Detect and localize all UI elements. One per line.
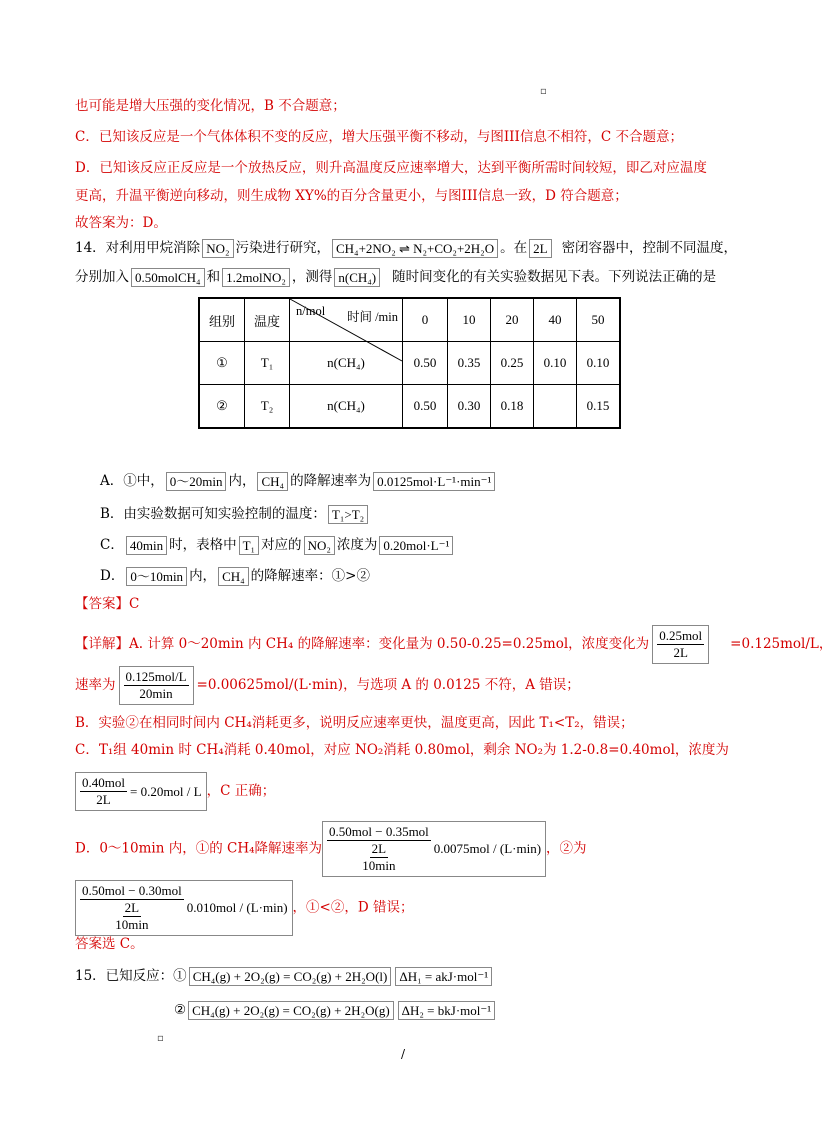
detail-a-line2: 速率为 $\frac{\text{0.125mol/L}}{20\min}$ =0.00625mol/(L·min)，与选项 A 的 0.0125 不符，A 错误； (75, 666, 580, 705)
reaction-equation: CH₄(g) + 2O₂(g) = CO₂(g) + 2H₂O(g) (188, 1001, 394, 1020)
option-b: B．由实验数据可知实验控制的温度： T₁>T₂ (100, 504, 370, 524)
question-15-line1: 15．已知反应：① CH₄(g) + 2O₂(g) = CO₂(g) + 2H₂O(l) ΔH₁ = akJ·mol⁻¹ (75, 966, 494, 986)
text-line: C．已知该反应是一个气体体积不变的反应，增大压强平衡不移动，与图III信息不相符，C 不合题意； (75, 129, 683, 145)
text-line: 更高，升温平衡逆向移动，则生成物 XY%的百分含量更小，与图III信息一致，D 符合题意； (75, 188, 628, 204)
question-14-line2: 分别加入 0.50molCH₄ 和 1.2molNO₂ ，测得 n(CH₄) 随时间变化的有关实验数据见下表。下列说法正确的是 (75, 269, 717, 285)
reaction-equation: CH₄(g) + 2O₂(g) = CO₂(g) + 2H₂O(l) (189, 967, 392, 986)
formula-box: CH₄ (218, 567, 249, 586)
table-cell: 0.50 (403, 342, 448, 385)
detail-c-line1: C．T₁组 40min 时 CH₄消耗 0.40mol，对应 NO₂消耗 0.80mol，剩余 NO₂为 1.2-0.8=0.40mol，浓度为 (75, 742, 729, 758)
formula-box: 0.20mol·L⁻¹ (379, 536, 453, 555)
table-cell: ① (199, 342, 245, 385)
table-header-cell: 组别 (199, 298, 245, 342)
option-d: D． 0～10min 内， CH₄ 的降解速率：①>② (100, 568, 370, 584)
formula-box: 0～10min (126, 567, 187, 586)
table-row (199, 385, 620, 429)
formula-box: n(CH₄) (334, 268, 380, 287)
formula-box: 0.50molCH₄ (131, 268, 205, 287)
fraction: $\frac{\text{0.25mol}}{2L}$ (652, 625, 709, 664)
formula-box: 0.0125mol·L⁻¹·min⁻¹ (373, 472, 495, 491)
answer-label: 【答案】C (75, 596, 140, 612)
corner-mark: ▫ (540, 86, 547, 97)
table-cell: ② (199, 385, 245, 429)
table-cell: 0.10 (577, 342, 621, 385)
table-cell: n(CH₄) (290, 342, 403, 385)
table-header-cell: 50 (577, 298, 621, 342)
table-header-cell: 温度 (245, 298, 290, 342)
table-cell (534, 385, 577, 429)
compound-fraction: 0.50mol − 0.35mol 2L 10min 0.0075mol / (L·min) (322, 821, 546, 877)
corner-mark: ▫ (157, 1033, 164, 1044)
table-header-cell: 20 (491, 298, 534, 342)
formula-box: 40min (126, 536, 167, 555)
table-cell: 0.50 (403, 385, 448, 429)
text-line: 故答案为：D。 (75, 215, 167, 231)
table-cell: 0.10 (534, 342, 577, 385)
fraction: 0.40mol 2L = 0.20mol / L (75, 772, 207, 811)
question-15-line2: ② CH₄(g) + 2O₂(g) = CO₂(g) + 2H₂O(g) ΔH₂ = bkJ·mol⁻¹ (174, 1000, 497, 1020)
formula-box: 1.2molNO₂ (222, 268, 290, 287)
table-header-cell: 10 (448, 298, 491, 342)
formula-box: 0～20min (166, 472, 227, 491)
table-row (199, 342, 620, 385)
detail-c-line2: 0.40mol 2L = 0.20mol / L ，C 正确； (75, 772, 275, 811)
table-cell: n(CH₄) (290, 385, 403, 429)
option-c: C． 40min 时，表格中 T₁ 对应的 NO₂ 浓度为 0.20mol·L⁻¹ (100, 535, 455, 555)
enthalpy-box: ΔH₂ = bkJ·mol⁻¹ (398, 1001, 495, 1020)
formula-box: 2L (529, 239, 551, 258)
formula-box: NO₂ (304, 536, 335, 555)
table-cell: 0.30 (448, 385, 491, 429)
table-diagonal-header: 时间 /min n/mol (290, 298, 403, 342)
formula-box: T₁>T₂ (328, 505, 368, 524)
table-cell: 0.25 (491, 342, 534, 385)
table-cell: T₁ (245, 342, 290, 385)
compound-fraction: 0.50mol − 0.30mol 2L 10min 0.010mol / (L·min) (75, 880, 293, 936)
text-line: D．已知该反应正反应是一个放热反应，则升高温度反应速率增大，达到平衡所需时间较短，即乙对应温度 (75, 160, 707, 176)
detail-a-line1: 【详解】A. 计算 0～20min 内 CH₄ 的降解速率：变化量为 0.50-0.25=0.25mol，浓度变化为 $\frac{\text{0.25mol}}{2L}$ =0.125mol/L， (75, 625, 832, 664)
formula-box: CH₄ (257, 472, 288, 491)
table-cell: 0.35 (448, 342, 491, 385)
formula-box: NO₂ (202, 239, 233, 258)
table-header-cell: 40 (534, 298, 577, 342)
table-cell: 0.18 (491, 385, 534, 429)
data-table (198, 297, 621, 429)
table-cell: 0.15 (577, 385, 621, 429)
formula-box: T₁ (239, 536, 259, 555)
detail-d-line1: D．0～10min 内，①的 CH₄降解速率为 0.50mol − 0.35mol 2L 10min 0.0075mol / (L·min) ，②为 (75, 821, 587, 877)
text-line: 也可能是增大压强的变化情况，B 不合题意； (75, 98, 346, 114)
question-14-line1: 14．对利用甲烷消除 NO₂ 污染进行研究， CH₄+2NO₂ ⇌ N₂+CO₂+2H₂O 。在 2L 密闭容器中，控制不同温度， (75, 240, 738, 256)
table-cell: T₂ (245, 385, 290, 429)
detail-end: 答案选 C。 (75, 936, 144, 952)
table-header-row (199, 298, 620, 342)
detail-d-line2: 0.50mol − 0.30mol 2L 10min 0.010mol / (L·min) ，①<②，D 错误； (75, 880, 413, 936)
reaction-equation: CH₄+2NO₂ ⇌ N₂+CO₂+2H₂O (332, 239, 498, 258)
table-header-cell: 0 (403, 298, 448, 342)
page-footer: / (401, 1047, 406, 1061)
enthalpy-box: ΔH₁ = akJ·mol⁻¹ (395, 967, 492, 986)
fraction: $\frac{\text{0.125mol/L}}{20\min}$ (119, 666, 194, 705)
option-a: A．①中， 0～20min 内， CH₄ 的降解速率为 0.0125mol·L⁻¹·min⁻¹ (100, 471, 497, 491)
detail-b: B．实验②在相同时间内 CH₄消耗更多，说明反应速率更快，温度更高，因此 T₁<T₂，错误； (75, 715, 634, 731)
